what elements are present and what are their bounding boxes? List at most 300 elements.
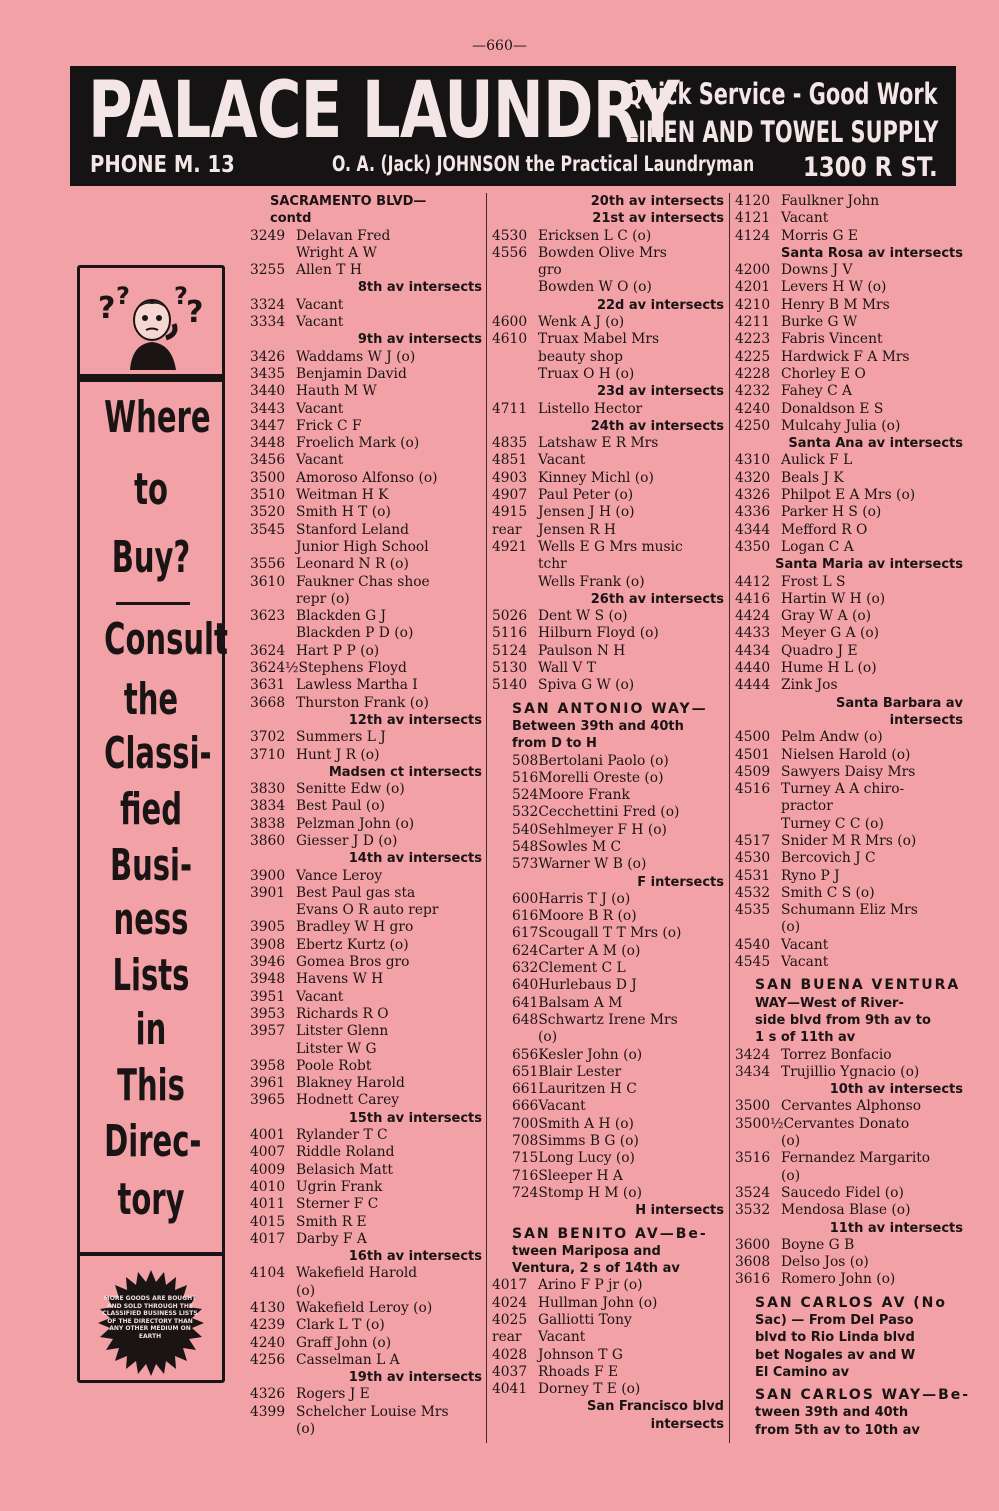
house-number: 3434 xyxy=(735,1063,771,1080)
listing-entry xyxy=(250,1196,482,1213)
resident-name: Harris T J (o) xyxy=(538,890,631,907)
resident-name: Clark L T (o) xyxy=(296,1317,385,1334)
resident-name: Truax Mabel Mrs xyxy=(538,331,660,348)
house-number: 3905 xyxy=(250,919,286,936)
house-number: 3334 xyxy=(250,314,286,331)
house-number: 4531 xyxy=(735,867,771,884)
listing-entry xyxy=(250,971,482,988)
resident-name: Hodnett Carey xyxy=(296,1092,400,1109)
listing-entry xyxy=(250,228,482,245)
listing-entry xyxy=(735,1185,963,1202)
house-number: 4903 xyxy=(492,469,528,486)
listing-entry xyxy=(250,608,482,625)
listing-entry xyxy=(250,1127,482,1144)
listing-entry xyxy=(250,1214,482,1231)
listing-entry xyxy=(492,625,724,642)
resident-name: Vacant xyxy=(296,314,344,331)
sidebar-word: Lists xyxy=(112,950,190,1001)
house-number: 4344 xyxy=(735,521,771,538)
resident-name: Delso Jos (o) xyxy=(781,1254,869,1271)
house-number: 3965 xyxy=(250,1092,286,1109)
resident-name: Hurlebaus D J xyxy=(538,977,637,994)
listing-entry xyxy=(250,556,482,573)
cross-street-label: 12th av intersects xyxy=(348,712,482,728)
listing-entry xyxy=(735,833,963,850)
listing-entry xyxy=(735,366,963,383)
resident-name: Hilburn Floyd (o) xyxy=(538,625,659,642)
house-number: 4201 xyxy=(735,279,771,296)
listing-entry xyxy=(735,574,963,591)
resident-name: Frick C F xyxy=(296,417,362,434)
cross-street-label: San Francisco blvd xyxy=(586,1399,724,1415)
listing-entry xyxy=(492,1347,724,1364)
house-number: 3951 xyxy=(250,988,286,1005)
house-number: 3447 xyxy=(250,417,286,434)
resident-name: Cecchettini Fred (o) xyxy=(538,804,680,821)
street-description: Ventura, 2 s of 14th av xyxy=(512,1261,680,1277)
listing-entry xyxy=(250,1023,482,1040)
listing-entry xyxy=(735,401,963,418)
house-number: 5130 xyxy=(492,660,528,677)
listing-entry xyxy=(250,1404,482,1421)
house-number: 3500 xyxy=(735,1098,771,1115)
house-number: 4535 xyxy=(735,902,771,919)
listing-entry xyxy=(492,1081,724,1098)
listing-entry xyxy=(735,262,963,279)
house-number: 5124 xyxy=(492,642,528,659)
listing-entry xyxy=(492,908,724,925)
resident-name: Vacant xyxy=(538,1098,586,1115)
listing-continuation: (o) xyxy=(781,1167,801,1184)
house-number: 3424 xyxy=(735,1046,771,1063)
resident-name: Rylander T C xyxy=(296,1127,388,1144)
house-number: 4517 xyxy=(735,832,771,849)
house-number: 4326 xyxy=(250,1386,286,1403)
resident-name: Best Paul (o) xyxy=(296,798,385,815)
street-description: Sac) — From Del Paso xyxy=(755,1313,914,1328)
street-description: blvd to Rio Linda blvd xyxy=(755,1330,915,1346)
listing-entry xyxy=(492,1364,724,1381)
resident-name: Kesler John (o) xyxy=(538,1046,643,1063)
resident-name: Long Lucy (o) xyxy=(538,1150,635,1167)
house-number: 3623 xyxy=(250,608,286,625)
resident-name: Spiva G W (o) xyxy=(538,677,635,694)
resident-name: Allen T H xyxy=(296,262,362,279)
resident-name: Blair Lester xyxy=(538,1063,622,1080)
listing-entry xyxy=(492,1329,724,1346)
resident-name: Graff John (o) xyxy=(296,1334,392,1351)
house-number: 4915 xyxy=(492,504,528,521)
house-number: 666 xyxy=(512,1098,539,1115)
resident-name: Morelli Oreste (o) xyxy=(538,769,664,786)
listing-entry xyxy=(250,1006,482,1023)
resident-name: Philpot E A Mrs (o) xyxy=(781,487,916,504)
street-description: bet Nogales av and W xyxy=(755,1347,916,1363)
house-number: 4540 xyxy=(735,936,771,953)
listing-entry xyxy=(250,297,482,314)
listing-entry xyxy=(735,902,963,919)
listing-entry xyxy=(492,643,724,660)
listing-entry xyxy=(250,937,482,954)
house-number: 716 xyxy=(512,1167,539,1184)
house-number: 3324 xyxy=(250,296,286,313)
cross-street-label: 23d av intersects xyxy=(596,384,724,400)
listing-entry xyxy=(492,608,724,625)
cross-street-label: 10th av intersects xyxy=(829,1082,963,1098)
cross-street-label: 21st av intersects xyxy=(592,211,724,227)
resident-name: Kinney Michl (o) xyxy=(538,469,654,486)
resident-name: Ericksen L C (o) xyxy=(538,227,652,244)
house-number: 4223 xyxy=(735,331,771,348)
listing-entry xyxy=(735,331,963,348)
cross-street-label: Santa Maria av intersects xyxy=(775,557,963,573)
cross-street-label: 26th av intersects xyxy=(590,591,724,607)
cross-street-label: Santa Rosa av intersects xyxy=(780,245,963,261)
resident-name: Waddams W J (o) xyxy=(296,348,416,365)
resident-name: Amoroso Alfonso (o) xyxy=(296,469,438,486)
street-description: contd xyxy=(270,211,312,227)
listing-entry xyxy=(250,262,482,279)
resident-name: Henry B M Mrs xyxy=(781,296,890,313)
listing-entry xyxy=(735,1237,963,1254)
house-number: 715 xyxy=(512,1150,539,1167)
listing-entry xyxy=(735,747,963,764)
resident-name: Romero John (o) xyxy=(781,1271,896,1288)
resident-name: Chorley E O xyxy=(781,365,866,382)
house-number: 4711 xyxy=(492,400,528,417)
listing-continuation: beauty shop xyxy=(538,348,623,365)
resident-name: Froelich Mark (o) xyxy=(296,435,420,452)
listing-entry xyxy=(492,995,724,1012)
house-number: 4433 xyxy=(735,625,771,642)
sidebar-word: ness xyxy=(113,894,189,945)
house-number: 3608 xyxy=(735,1254,771,1271)
listing-entry xyxy=(492,1012,724,1029)
street-heading: SAN BUENA VENTURA xyxy=(755,977,961,994)
resident-name: Vacant xyxy=(296,296,344,313)
resident-name: Downs J V xyxy=(781,262,853,279)
house-number: 3510 xyxy=(250,487,286,504)
ad-owner: O. A. (Jack) JOHNSON the Practical Laundryman xyxy=(332,152,755,176)
house-number: 616 xyxy=(512,908,539,925)
resident-name: Wenk A J (o) xyxy=(538,314,625,331)
house-number: 632 xyxy=(512,960,539,977)
resident-name: Weitman H K xyxy=(296,487,389,504)
resident-name: Warner W B (o) xyxy=(538,856,647,873)
listing-entry xyxy=(250,383,482,400)
laundry-ad-banner xyxy=(70,66,956,186)
resident-name: Vacant xyxy=(781,210,829,227)
listing-entry xyxy=(735,228,963,245)
house-number: 516 xyxy=(512,769,539,786)
listing-entry xyxy=(735,729,963,746)
listing-entry xyxy=(735,504,963,521)
house-number: 3520 xyxy=(250,504,286,521)
listing-entry xyxy=(492,804,724,821)
resident-name: Vacant xyxy=(538,1329,586,1346)
sidebar-word: Direc- xyxy=(104,1116,202,1167)
listing-entry xyxy=(735,608,963,625)
street-description: Between 39th and 40th xyxy=(512,718,684,734)
listing-entry xyxy=(735,591,963,608)
house-number: 3900 xyxy=(250,867,286,884)
resident-name: Hardwick F A Mrs xyxy=(781,348,910,365)
listing-entry xyxy=(735,954,963,971)
street-heading: SAN CARLOS AV (No xyxy=(755,1294,948,1311)
cross-street-label: 8th av intersects xyxy=(357,280,482,296)
house-number: 3946 xyxy=(250,954,286,971)
resident-name: Fahey C A xyxy=(781,383,852,400)
listing-entry xyxy=(492,539,724,556)
street-description: tween 39th and 40th xyxy=(755,1405,909,1421)
house-number: 4320 xyxy=(735,469,771,486)
listing-entry xyxy=(492,452,724,469)
house-number: 4037 xyxy=(492,1363,528,1380)
listing-entry xyxy=(250,1265,482,1282)
resident-name: Fabris Vincent xyxy=(781,331,883,348)
sidebar-word: fied xyxy=(119,784,182,835)
resident-name: Jensen R H xyxy=(538,521,616,538)
house-number: 3440 xyxy=(250,383,286,400)
resident-name: Morris G E xyxy=(781,227,858,244)
house-number: 640 xyxy=(512,977,539,994)
cross-street-label: 9th av intersects xyxy=(357,332,482,348)
resident-name: Moore Frank xyxy=(538,787,630,804)
listing-entry xyxy=(250,1092,482,1109)
listing-entry xyxy=(735,764,963,781)
listing-entry xyxy=(492,228,724,245)
resident-name: Smith R E xyxy=(296,1213,367,1230)
resident-name: Torrez Bonfacio xyxy=(781,1046,892,1063)
resident-name: Poole Robt xyxy=(296,1057,372,1074)
house-number: 3948 xyxy=(250,971,286,988)
house-number: 3957 xyxy=(250,1023,286,1040)
listing-entry xyxy=(492,943,724,960)
listing-entry xyxy=(735,850,963,867)
resident-name: Boyne G B xyxy=(781,1236,855,1253)
sidebar-word: in xyxy=(135,1004,167,1055)
house-number: 4500 xyxy=(735,729,771,746)
house-number: 4104 xyxy=(250,1265,286,1282)
listing-continuation: Blackden P D (o) xyxy=(296,625,414,642)
house-number: 3500½ xyxy=(735,1115,784,1132)
listing-entry xyxy=(735,1047,963,1064)
listing-entry xyxy=(735,937,963,954)
puzzled-man-icon xyxy=(94,278,208,370)
resident-name: Cervantes Alphonso xyxy=(781,1098,922,1115)
house-number: 4015 xyxy=(250,1213,286,1230)
house-number: 4240 xyxy=(250,1334,286,1351)
column-divider xyxy=(729,193,730,1443)
resident-name: Listello Hector xyxy=(538,400,643,417)
listing-entry xyxy=(492,1116,724,1133)
page-number: —660— xyxy=(472,38,527,54)
house-number: 3631 xyxy=(250,677,286,694)
cross-street-label: 19th av intersects xyxy=(348,1370,482,1386)
house-number: 4921 xyxy=(492,538,528,555)
house-number: 3556 xyxy=(250,556,286,573)
house-number: 4532 xyxy=(735,884,771,901)
house-number: 4501 xyxy=(735,746,771,763)
listing-entry xyxy=(492,331,724,348)
house-number: 3524 xyxy=(735,1184,771,1201)
resident-name: Rogers J E xyxy=(296,1386,370,1403)
house-number: 3426 xyxy=(250,348,286,365)
listing-entry xyxy=(250,677,482,694)
sidebar-word: Classi- xyxy=(104,728,212,779)
house-number: 661 xyxy=(512,1081,539,1098)
street-description: El Camino av xyxy=(755,1364,850,1380)
resident-name: Wakefield Harold xyxy=(296,1265,418,1282)
listing-entry xyxy=(492,401,724,418)
listing-entry xyxy=(735,660,963,677)
resident-name: Sowles M C xyxy=(538,838,622,855)
resident-name: Balsam A M xyxy=(538,994,623,1011)
listing-entry xyxy=(250,954,482,971)
house-number: 3616 xyxy=(735,1271,771,1288)
listing-entry xyxy=(735,452,963,469)
cross-street-label: 20th av intersects xyxy=(590,194,724,209)
listing-entry xyxy=(492,1150,724,1167)
house-number: 573 xyxy=(512,856,539,873)
listing-entry xyxy=(492,856,724,873)
street-description: 1 s of 11th av xyxy=(755,1030,856,1046)
house-number: 4010 xyxy=(250,1178,286,1195)
resident-name: Casselman L A xyxy=(296,1351,400,1368)
resident-name: Stanford Leland xyxy=(296,521,410,538)
resident-name: Cervantes Donato xyxy=(783,1115,910,1132)
house-number: 600 xyxy=(512,890,539,907)
resident-name: Schwartz Irene Mrs xyxy=(538,1011,678,1028)
listing-continuation: tchr xyxy=(538,556,567,573)
house-number: 3830 xyxy=(250,781,286,798)
resident-name: Paul Peter (o) xyxy=(538,487,634,504)
house-number: 617 xyxy=(512,925,539,942)
house-number: 532 xyxy=(512,804,539,821)
listing-entry xyxy=(735,677,963,694)
house-number: 3456 xyxy=(250,452,286,469)
sidebar-word: to xyxy=(134,464,168,515)
house-number: 4001 xyxy=(250,1127,286,1144)
listing-entry xyxy=(492,770,724,787)
resident-name: Hart P P (o) xyxy=(296,642,380,659)
ad-address: 1300 R ST. xyxy=(803,152,938,183)
listing-entry xyxy=(735,1150,963,1167)
listing-entry xyxy=(250,504,482,521)
listing-entry xyxy=(250,729,482,746)
house-number: 3545 xyxy=(250,521,286,538)
seal-text: MORE GOODS ARE BOUGHT AND SOLD THROUGH THE CLASSIFIED BUSINESS LISTS OF THE DIRECTORY THAN ANY OTHER MEDIUM ON EARTH xyxy=(102,1295,198,1340)
cross-street-label: Santa Barbara av xyxy=(835,695,963,711)
listing-entry xyxy=(735,885,963,902)
house-number: 4434 xyxy=(735,642,771,659)
resident-name: Bercovich J C xyxy=(781,850,876,867)
listing-entry xyxy=(250,1144,482,1161)
listing-entry xyxy=(250,574,482,591)
resident-name: Vacant xyxy=(296,452,344,469)
resident-name: Burke G W xyxy=(781,314,858,331)
house-number: 3532 xyxy=(735,1202,771,1219)
house-number: 656 xyxy=(512,1046,539,1063)
resident-name: Lauritzen H C xyxy=(538,1081,637,1098)
listing-entry xyxy=(492,1133,724,1150)
svg-text:?: ? xyxy=(98,291,116,326)
house-number: 4017 xyxy=(492,1277,528,1294)
street-description: from D to H xyxy=(512,736,597,752)
resident-name: Faukner Chas shoe xyxy=(296,573,430,590)
house-number: 4225 xyxy=(735,348,771,365)
listing-entry xyxy=(735,314,963,331)
listing-entry xyxy=(492,1098,724,1115)
listing-entry xyxy=(735,418,963,435)
listing-entry xyxy=(735,1116,963,1133)
resident-name: Sawyers Daisy Mrs xyxy=(781,763,916,780)
house-number: 4412 xyxy=(735,573,771,590)
resident-name: Vacant xyxy=(781,936,829,953)
house-number: 4120 xyxy=(735,193,771,209)
house-number: 3961 xyxy=(250,1075,286,1092)
listing-entry xyxy=(250,1162,482,1179)
house-number: 4130 xyxy=(250,1300,286,1316)
listing-entry xyxy=(735,487,963,504)
resident-name: Saucedo Fidel (o) xyxy=(781,1184,904,1201)
house-number: 4530 xyxy=(735,850,771,867)
listing-entry xyxy=(492,314,724,331)
resident-name: Stephens Floyd xyxy=(298,660,407,677)
resident-name: Schumann Eliz Mrs xyxy=(781,902,918,919)
house-number: 700 xyxy=(512,1115,539,1132)
listing-entry xyxy=(492,1185,724,1202)
resident-name: Litster Glenn xyxy=(296,1023,389,1040)
resident-name: Mulcahy Julia (o) xyxy=(781,417,901,434)
resident-name: Pelm Andw (o) xyxy=(781,729,883,746)
listing-entry xyxy=(492,470,724,487)
house-number: rear xyxy=(492,521,522,538)
resident-name: Vacant xyxy=(296,988,344,1005)
svg-text:?: ? xyxy=(116,282,130,310)
listing-continuation: Evans O R auto repr xyxy=(296,902,439,919)
street-heading: SAN CARLOS WAY—Be- xyxy=(755,1387,971,1404)
house-number: 651 xyxy=(512,1063,539,1080)
house-number: 4256 xyxy=(250,1351,286,1368)
listing-entry xyxy=(250,349,482,366)
listing-entry xyxy=(735,297,963,314)
listing-entry xyxy=(492,822,724,839)
cross-street-label: F intersects xyxy=(637,874,724,890)
house-number: 3624½ xyxy=(250,660,299,677)
resident-name: Frost L S xyxy=(781,573,846,590)
resident-name: Wells E G Mrs music xyxy=(538,538,683,555)
listing-entry xyxy=(250,314,482,331)
house-number: 708 xyxy=(512,1133,539,1150)
house-number: 4007 xyxy=(250,1144,286,1161)
listing-entry xyxy=(492,753,724,770)
resident-name: Jensen J H (o) xyxy=(538,504,635,521)
house-number: 4024 xyxy=(492,1294,528,1311)
listing-entry xyxy=(492,522,724,539)
house-number: 3516 xyxy=(735,1150,771,1167)
house-number: 724 xyxy=(512,1184,539,1201)
resident-name: Hauth M W xyxy=(296,383,377,400)
house-number: 4444 xyxy=(735,677,771,694)
resident-name: Wakefield Leroy (o) xyxy=(296,1300,433,1316)
ad-title: PALACE LAUNDRY xyxy=(88,66,679,156)
resident-name: Riddle Roland xyxy=(296,1144,395,1161)
listing-continuation: Turney C C (o) xyxy=(781,815,884,832)
listing-entry xyxy=(250,1231,482,1248)
listing-entry xyxy=(250,643,482,660)
listing-entry xyxy=(250,1179,482,1196)
